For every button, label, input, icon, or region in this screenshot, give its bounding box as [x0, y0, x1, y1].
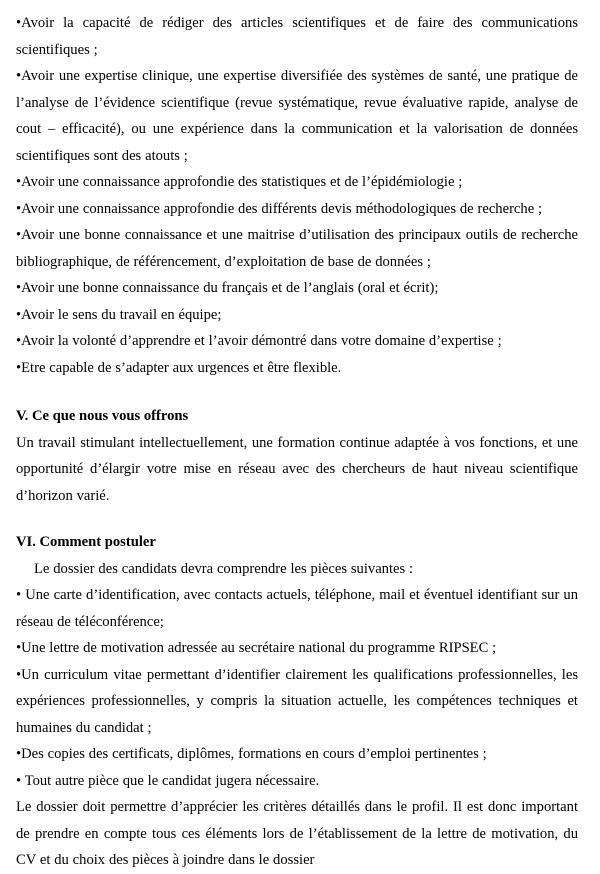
- list-item: •Une lettre de motivation adressée au secrétaire national du programme RIPSEC ;: [16, 640, 497, 656]
- list-item: •Avoir la capacité de rédiger des articles scientifiques et de faire des communications scientifiques ;: [16, 15, 578, 58]
- list-item: •Avoir une expertise clinique, une expertise diversifiée des systèmes de santé, une pratique de l’analyse de l’évidence scientifique (revue systématique, revue évaluative rapide, analyse de cout – efficacité), ou une expérience dans la communication et la valorisation de données scientifiques sont des atouts ;: [16, 68, 578, 164]
- list-item: •Etre capable de s’adapter aux urgences et être flexible.: [16, 359, 342, 376]
- list-item: •Avoir une connaissance approfondie des différents devis méthodologiques de recherche ;: [16, 200, 543, 217]
- list-item: •Avoir la volonté d’apprendre et l’avoir démontré dans votre domaine d’expertise ;: [16, 333, 502, 349]
- list-item: •Avoir le sens du travail en équipe;: [16, 306, 222, 323]
- list-item: • Tout autre pièce que le candidat jugera nécessaire.: [16, 772, 320, 789]
- requirements-list: [16, 10, 578, 381]
- list-item: •Avoir une bonne connaissance du français et de l’anglais (oral et écrit);: [16, 280, 439, 296]
- list-item: •Un curriculum vitae permettant d’identifier clairement les qualifications professionnelles, les expériences professionnelles, y compris la situation actuelle, les compétences techniques et humaines du candidat ;: [16, 666, 578, 736]
- section-apply-intro: Le dossier des candidats devra comprendre les pièces suivantes :: [34, 560, 414, 577]
- section-spacer: [16, 381, 578, 403]
- apply-documents-list: [16, 582, 578, 794]
- section-heading-offer: V. Ce que nous vous offrons: [16, 408, 189, 424]
- section-offer-paragraph: Un travail stimulant intellectuellement, une formation continue adaptée à vos fonctions, et une opportunité d’élargir votre mise en réseau avec des chercheurs de haut niveau scientifique d’horizon varié.: [16, 434, 578, 504]
- section-spacer: [16, 509, 578, 529]
- list-item: •Des copies des certificats, diplômes, formations en cours d’emploi pertinentes ;: [16, 746, 487, 762]
- section-apply-closing: Le dossier doit permettre d’apprécier les critères détaillés dans le profil. Il est donc important de prendre en compte tous ces éléments lors de l’établissement de la lettre de motivation, du CV et du choix des pièces à joindre dans le dossier: [16, 799, 578, 868]
- section-heading-apply: VI. Comment postuler: [16, 534, 156, 550]
- list-item: • Une carte d’identification, avec contacts actuels, téléphone, mail et éventuel identifiant sur un réseau de téléconférence;: [16, 587, 578, 630]
- list-item: •Avoir une connaissance approfondie des statistiques et de l’épidémiologie ;: [16, 174, 463, 190]
- list-item: •Avoir une bonne connaissance et une maitrise d’utilisation des principaux outils de recherche bibliographique, de référencement, d’exploitation de base de données ;: [16, 227, 578, 270]
